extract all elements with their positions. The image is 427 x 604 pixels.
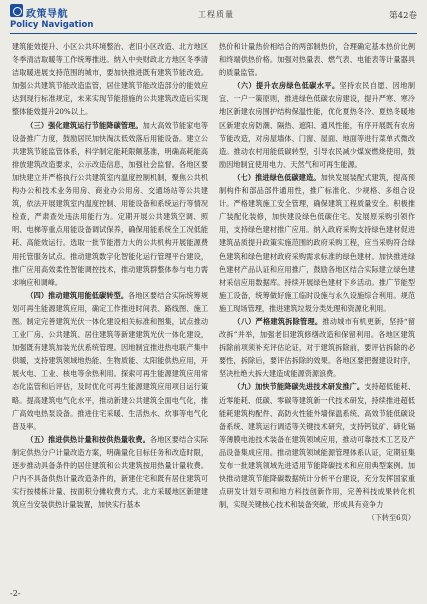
paragraph-text: 坚持农民自愿、因地制宜、一户一策原则，推进绿色低碳农房建设，提升严寒、寒冷地区新建农房围护结构保温性能，优化夏热冬冷、夏热冬暖地区新建农房防潮、隔热、遮阳、通风性能，有序开展既有农房节能改造，对房屋墙体、门窗、屋面、地面等进行菜单式微改造。推动农村用能低碳转型，引导农民减少煤炭燃烧使用，鼓励因地制宜使用电力、天然气和可再生能源。 bbox=[219, 81, 415, 169]
section-title-english: Policy Navigation bbox=[10, 20, 94, 30]
page-number: -2- bbox=[10, 589, 21, 598]
paragraph-text: 热价和计量热价相结合的两部制热价，合理确定基本热价比例和终端供热价格。加强对热量表、燃气表、电能表等计量器具的质量监管。 bbox=[219, 42, 415, 78]
paragraph bbox=[12, 119, 208, 289]
paragraph-text: 加快发展装配式建筑，提高预制构件和部品部件通用性，推广标准化、少规格、多组合设计。严格建筑施工安全管理，确保建筑工程质量安全。积极推广装配化装修，加快建设绿色低碳住宅。发展原采购引领作用，支持绿色建材推广应用。纳入政府采购支持绿色建材促进建筑品质提升政策实施范围的政府采购工程，应当采购符合绿色建筑和绿色建材政府采购需求标准的绿色建材。加快推进绿色建材产品认证和应用推广，鼓励各地区结合实际建立绿色建材采信应用数据库。持续开展绿色建材下乡活动。推广节能型施工设备，统筹做好施工临时设施与永久设施综合利用。规范施工现场管理，推进建筑垃圾分类处理和资源化利用。 bbox=[219, 172, 415, 313]
paragraph bbox=[219, 171, 415, 315]
paragraph-text: 推动城市有机更新，坚持“留改拆”并举，加强老旧建筑修缮改造和保留利用。各地区建筑拆除前项须补充评估论证，对于建筑拆除前，要评估拆除的必要性，拆除后，要评估拆除的效果。各地区要把握建设时序，坚决杜绝大拆大建造成能源资源浪费。 bbox=[219, 316, 415, 379]
paragraph-heading: （八）严格建筑拆除管理。 bbox=[233, 316, 323, 326]
volume-number: 第42卷 bbox=[389, 11, 417, 21]
left-text-column bbox=[12, 40, 208, 511]
journal-name: 工程质量 bbox=[198, 10, 234, 19]
paragraph-text: 建筑能效提升、小区公共环境整治、老旧小区改造、北方地区冬季清洁取暖等工作统筹推进。纳入中央财政北方地区冬季清洁取暖进展支持范围的城市，要加快推进既有建筑节能改造。加强公共建筑节能改造监管，居住建筑节能改造部分的能效应达到现行标准规定，未来实现节能措施的公共建筑改造后实现整体能效提升20%以上。 bbox=[12, 42, 208, 117]
paragraph-heading: （七）推进绿色低碳建造。 bbox=[233, 172, 321, 182]
header-divider bbox=[10, 33, 417, 34]
paragraph-text: 各地区要结合实际统筹规划可再生能源建筑应用，确定工作推进时间表、路线图、施工图。制定完善建筑光伏一体化建设相关标准和图集，试点推动工业厂房、公共建筑、居住建筑等新建建筑光伏一体化建设，加强既有建筑加装光伏系统管理。因地制宜推进热电联产集中供暖，支持建筑领域地热能、生物质能、太阳能供热应用，开展火电、工业、核电等余热利用。探索可再生能源建筑应用常态化监管和后评估，及时优化可再生能源建筑应用项目运行策略。提高建筑电气化水平，推动新建公共建筑全面电气化，推广高效电热泵设备。推进住宅采暖、生活热水、炊事等电气化普及率。 bbox=[12, 290, 208, 431]
paragraph-heading: （四）推动建筑用能低碳转型。 bbox=[26, 290, 129, 300]
paragraph-text: 加大高效节能家电等设备推广力度，鼓励居民加快淘汰低效落后用能设备。建立公共建筑节能监管体系，科学制定能耗限额基准，明确高耗能高排放建筑改造要求，公示改造信息，加强社会监督。各地区要加快建立并严格执行公共建筑室内温度控制机制，聚焦公共机构办公和技术业务用房、商业办公用房、交通场站等公共建筑，依法开展建筑室内温度控制、用能设备和系统运行等情况检查，严肃查处违法用能行为。定期开展公共建筑空调、照明、电梯等重点用能设备调试保养，确保用能系统全工况低能耗、高能效运行。选取一批节能潜力大的公共机构开展能源费用托管服务试点。推动建筑数字化智能化运行管理平台建设，推广应用高效柔性智能调控技术，推动建筑群整体参与电力需求响应和调峰。 bbox=[12, 120, 208, 287]
paragraph bbox=[219, 79, 415, 171]
paragraph-heading: （九）加快节能降碳先进技术研发推广。 bbox=[233, 382, 365, 392]
paragraph-text: 支持超低能耗、近零能耗、低碳、零碳等建筑新一代技术研发，持续推进超低能耗建筑构配件、高防火性能外墙保温系统、高效节能低碳设备系统、建筑运行调适等关键技术研究，支持钙钛矿、碲化镉等薄膜电池技术装备在建筑领域应用，推动可靠技术工艺及产品设备集成应用。推动建筑领域能源管理体系认证，定期征集发布一批建筑领域先进适用节能降碳技术和应用典型案例。加快推动建筑节能降碳数据统计分析平台建设，充分发挥国家重点研发计划专项和地方科技创新作用，完善科技成果转化机制，实现关键核心技术和装备突破，形成具有竞争力 bbox=[219, 382, 415, 510]
paragraph bbox=[219, 315, 415, 380]
section-title: 政策导航 bbox=[26, 9, 68, 20]
paragraph bbox=[12, 289, 208, 433]
paragraph-heading: （五）推进供热计量和按供热量收费。 bbox=[26, 434, 150, 444]
continued-note: （下转至6页） bbox=[367, 513, 415, 523]
paragraph bbox=[219, 380, 415, 511]
paragraph-heading: （六）提升农房绿色低碳水平。 bbox=[233, 81, 340, 91]
paragraph-heading: （三）强化建筑运行节能降碳管理。 bbox=[26, 120, 143, 130]
page-header bbox=[0, 0, 427, 40]
section-logo-icon bbox=[10, 4, 23, 17]
paragraph bbox=[12, 433, 208, 512]
right-text-column bbox=[219, 40, 415, 524]
paragraph-text: 各地区要结合实际制定供热分户计量改造方案，明确量化目标任务和改造时限，逐步推动具备条件的居住建筑和公共建筑按用热量计量收费。户内不具备供热计量改造条件的，新建住宅和既有居住建筑可实行按楼栋计量、按面积分摊收费方式。北方采暖地区新建建筑应当安装供热计量装置，加快实行基本 bbox=[12, 434, 208, 510]
paragraph bbox=[12, 40, 208, 119]
paragraph bbox=[219, 40, 415, 79]
